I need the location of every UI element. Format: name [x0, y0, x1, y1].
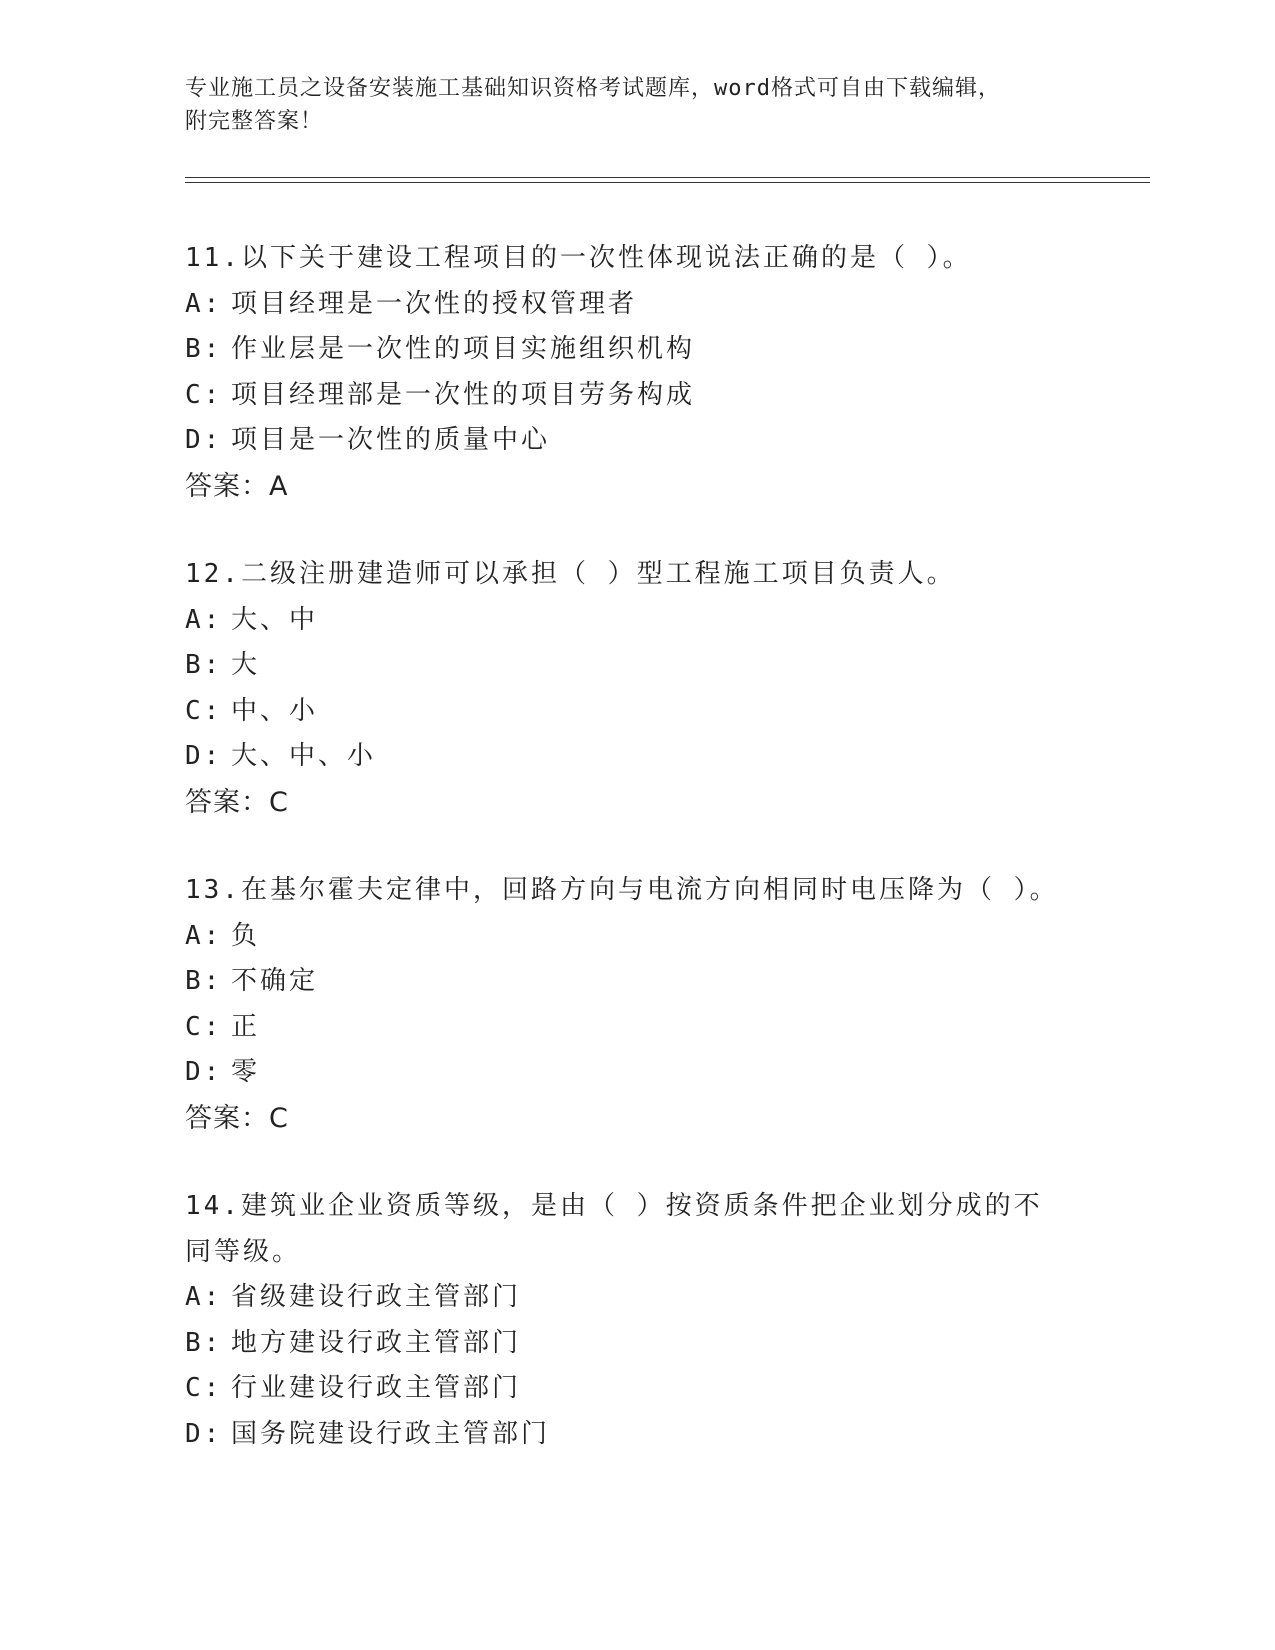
option-text: 大、中、小: [231, 741, 377, 771]
answer-line: 答案：C: [185, 786, 289, 818]
option-b: [185, 327, 1065, 373]
option-text: 项目经理部是一次性的项目劳务构成: [231, 379, 696, 410]
option-d: [185, 734, 1065, 780]
option-text: 行业建设行政主管部门: [231, 1373, 522, 1403]
option-c: [185, 689, 1065, 735]
option-c: [185, 1366, 1065, 1412]
option-b: [185, 959, 1065, 1005]
option-letter: B:: [185, 334, 223, 364]
option-letter: C:: [185, 379, 223, 410]
option-letter: D:: [185, 1418, 223, 1449]
option-letter: C:: [185, 1011, 223, 1042]
option-text: 正: [231, 1011, 261, 1042]
question-stem: 13.在基尔霍夫定律中，回路方向与电流方向相同时电压降为（ ）。: [185, 875, 1059, 905]
option-text: 作业层是一次性的项目实施组织机构: [231, 334, 696, 364]
answer-line: 答案：A: [185, 470, 289, 502]
option-a: [185, 598, 1065, 644]
option-d: [185, 1050, 1065, 1096]
option-text: 不确定: [231, 966, 319, 996]
option-letter: C:: [185, 1373, 223, 1403]
option-text: 大、中: [231, 604, 319, 635]
option-d: [185, 1412, 1065, 1458]
option-letter: B:: [185, 966, 223, 996]
option-a: [185, 282, 1065, 328]
option-letter: A:: [185, 920, 223, 951]
option-c: [185, 373, 1065, 419]
option-letter: B:: [185, 1327, 223, 1358]
option-letter: D:: [185, 1057, 223, 1087]
option-b: [185, 1321, 1065, 1367]
option-text: 大: [231, 650, 261, 680]
option-text: 省级建设行政主管部门: [231, 1282, 522, 1312]
question-stem: 11.以下关于建设工程项目的一次性体现说法正确的是（ ）。: [185, 243, 972, 273]
option-letter: D:: [185, 741, 223, 771]
question-12: [185, 552, 1065, 825]
option-letter: B:: [185, 650, 223, 680]
header-line-2: 附完整答案！: [185, 109, 324, 134]
option-letter: D:: [185, 425, 223, 455]
option-text: 项目经理是一次性的授权管理者: [231, 288, 638, 319]
question-14: [185, 1184, 1065, 1457]
option-text: 零: [231, 1057, 261, 1087]
question-list: [185, 236, 1065, 1500]
question-stem: 12.二级注册建造师可以承担（ ）型工程施工项目负责人。: [185, 559, 956, 589]
question-stem: 14.建筑业企业资质等级，是由（ ）按资质条件把企业划分成的不同等级。: [185, 1191, 1043, 1267]
option-text: 地方建设行政主管部门: [231, 1327, 522, 1358]
question-11: [185, 236, 1065, 509]
header-divider-top: [185, 177, 1150, 178]
option-text: 项目是一次性的质量中心: [231, 425, 551, 455]
option-a: [185, 1275, 1065, 1321]
option-letter: C:: [185, 695, 223, 726]
question-13: [185, 868, 1065, 1141]
option-d: [185, 418, 1065, 464]
option-c: [185, 1005, 1065, 1051]
header-divider-bottom: [185, 182, 1150, 183]
option-a: [185, 914, 1065, 960]
option-text: 中、小: [231, 695, 319, 726]
option-letter: A:: [185, 1282, 223, 1312]
option-b: [185, 643, 1065, 689]
document-header: [185, 72, 1065, 138]
option-text: 负: [231, 920, 261, 951]
answer-line: 答案：C: [185, 1102, 289, 1134]
option-letter: A:: [185, 604, 223, 635]
header-line-1: 专业施工员之设备安装施工基础知识资格考试题库，word格式可自由下载编辑，: [185, 76, 1001, 101]
option-text: 国务院建设行政主管部门: [231, 1418, 551, 1449]
option-letter: A:: [185, 288, 223, 319]
